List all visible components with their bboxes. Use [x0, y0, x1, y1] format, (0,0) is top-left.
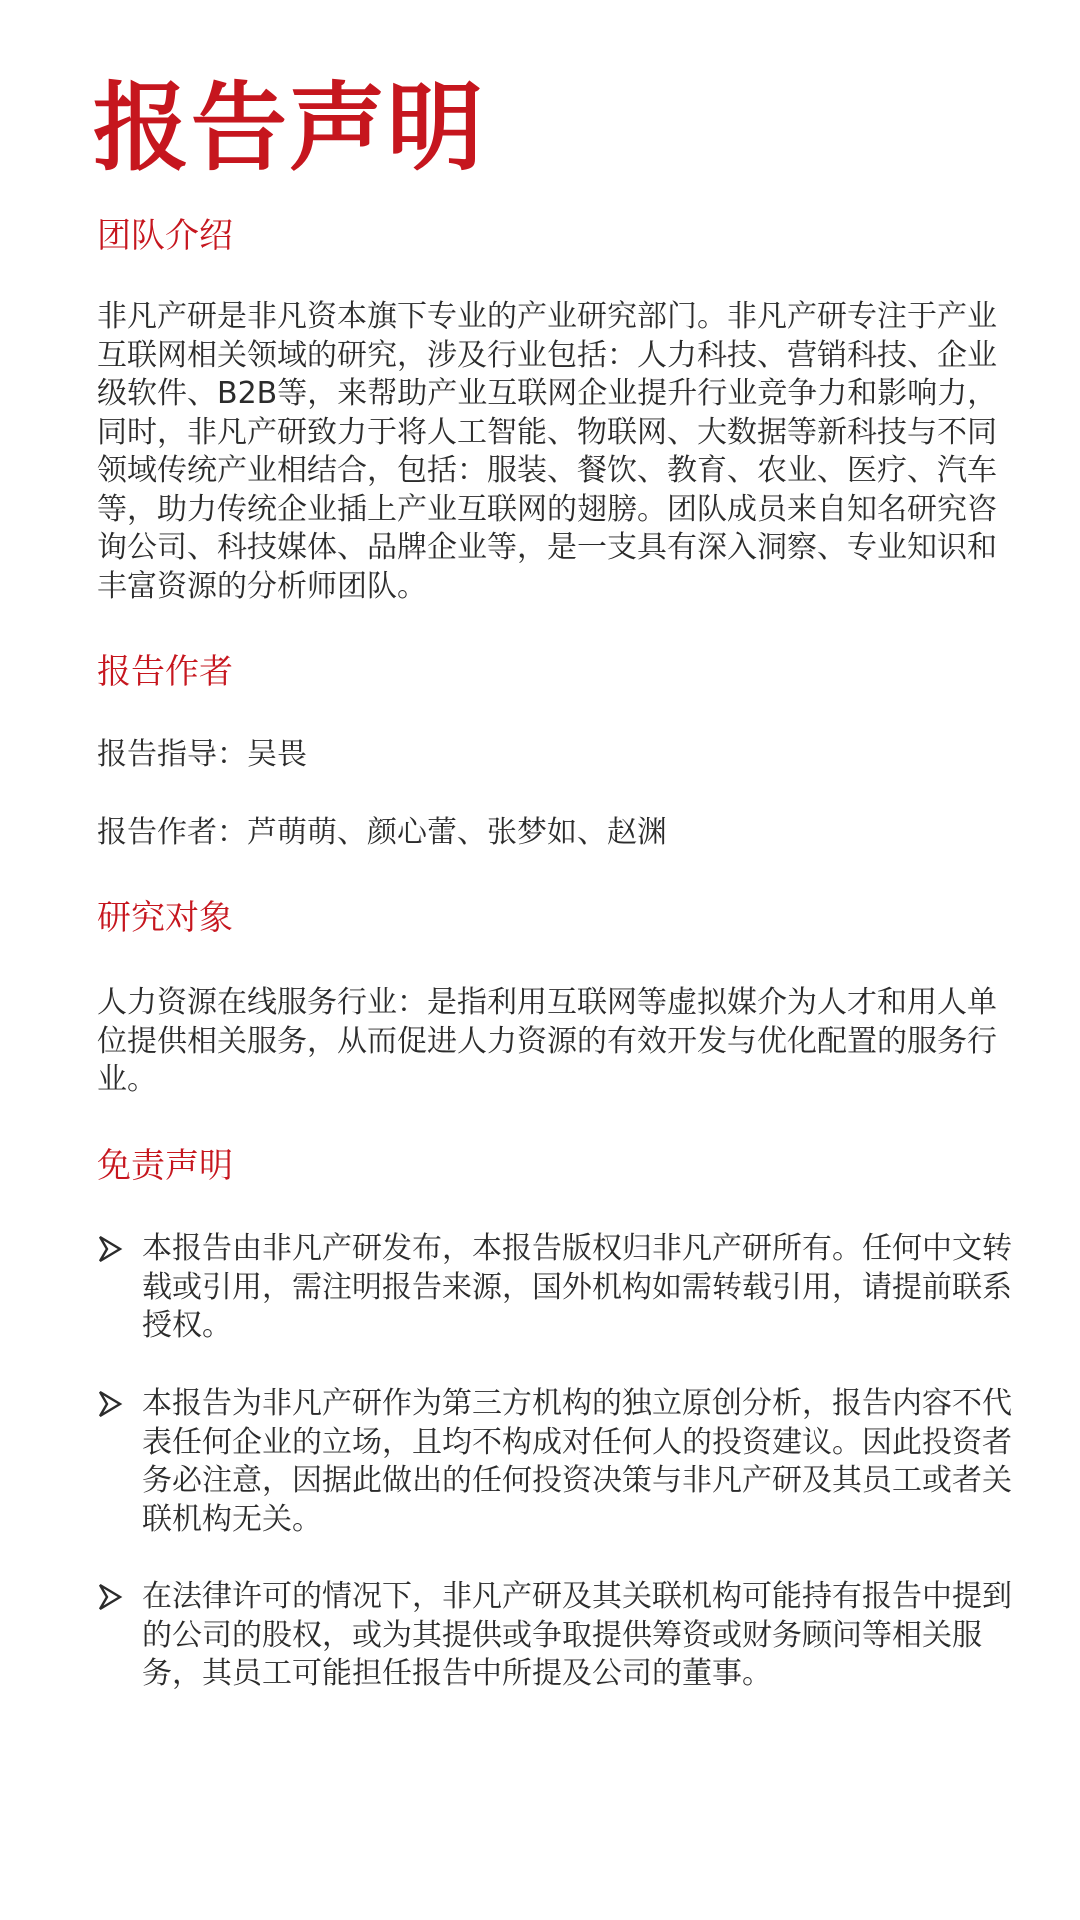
arrowhead-bullet-icon	[97, 1232, 123, 1266]
authors-heading: 报告作者	[97, 652, 233, 692]
disclaimer-text: 在法律许可的情况下，非凡产研及其关联机构可能持有报告中提到的公司的股权，或为其提供或争取提供筹资或财务顾问等相关服务，其员工可能担任报告中所提及公司的董事。	[142, 1579, 1012, 1691]
report-writers: 报告作者：芦萌萌、颜心蕾、张梦如、赵渊	[97, 815, 667, 850]
disclaimer-heading: 免责声明	[97, 1146, 233, 1186]
report-guidance: 报告指导：吴畏	[97, 737, 307, 772]
page-title: 报告声明	[93, 72, 485, 184]
subject-description: 人力资源在线服务行业：是指利用互联网等虚拟媒介为人才和用人单位提供相关服务，从而促进人力资源的有效开发与优化配置的服务行业。	[97, 985, 997, 1097]
team-description: 非凡产研是非凡资本旗下专业的产业研究部门。非凡产研专注于产业互联网相关领域的研究，涉及行业包括：人力科技、营销科技、企业级软件、B2B等，来帮助产业互联网企业提升行业竞争力和影响力，同时，非凡产研致力于将人工智能、物联网、大数据等新科技与不同领域传统产业相结合，包括：服装、餐饮、教育、农业、医疗、汽车等，助力传统企业插上产业互联网的翅膀。团队成员来自知名研究咨询公司、科技媒体、品牌企业等，是一支具有深入洞察、专业知识和丰富资源的分析师团队。	[97, 299, 998, 604]
disclaimer-text: 本报告为非凡产研作为第三方机构的独立原创分析，报告内容不代表任何企业的立场，且均不构成对任何人的投资建议。因此投资者务必注意，因据此做出的任何投资决策与非凡产研及其员工或者关联机构无关。	[142, 1386, 1012, 1537]
disclaimer-text: 本报告由非凡产研发布，本报告版权归非凡产研所有。任何中文转载或引用，需注明报告来源，国外机构如需转载引用，请提前联系授权。	[142, 1231, 1012, 1343]
team-heading: 团队介绍	[97, 216, 233, 256]
arrowhead-bullet-icon	[97, 1580, 123, 1614]
arrowhead-bullet-icon	[97, 1387, 123, 1421]
subject-heading: 研究对象	[97, 898, 233, 938]
